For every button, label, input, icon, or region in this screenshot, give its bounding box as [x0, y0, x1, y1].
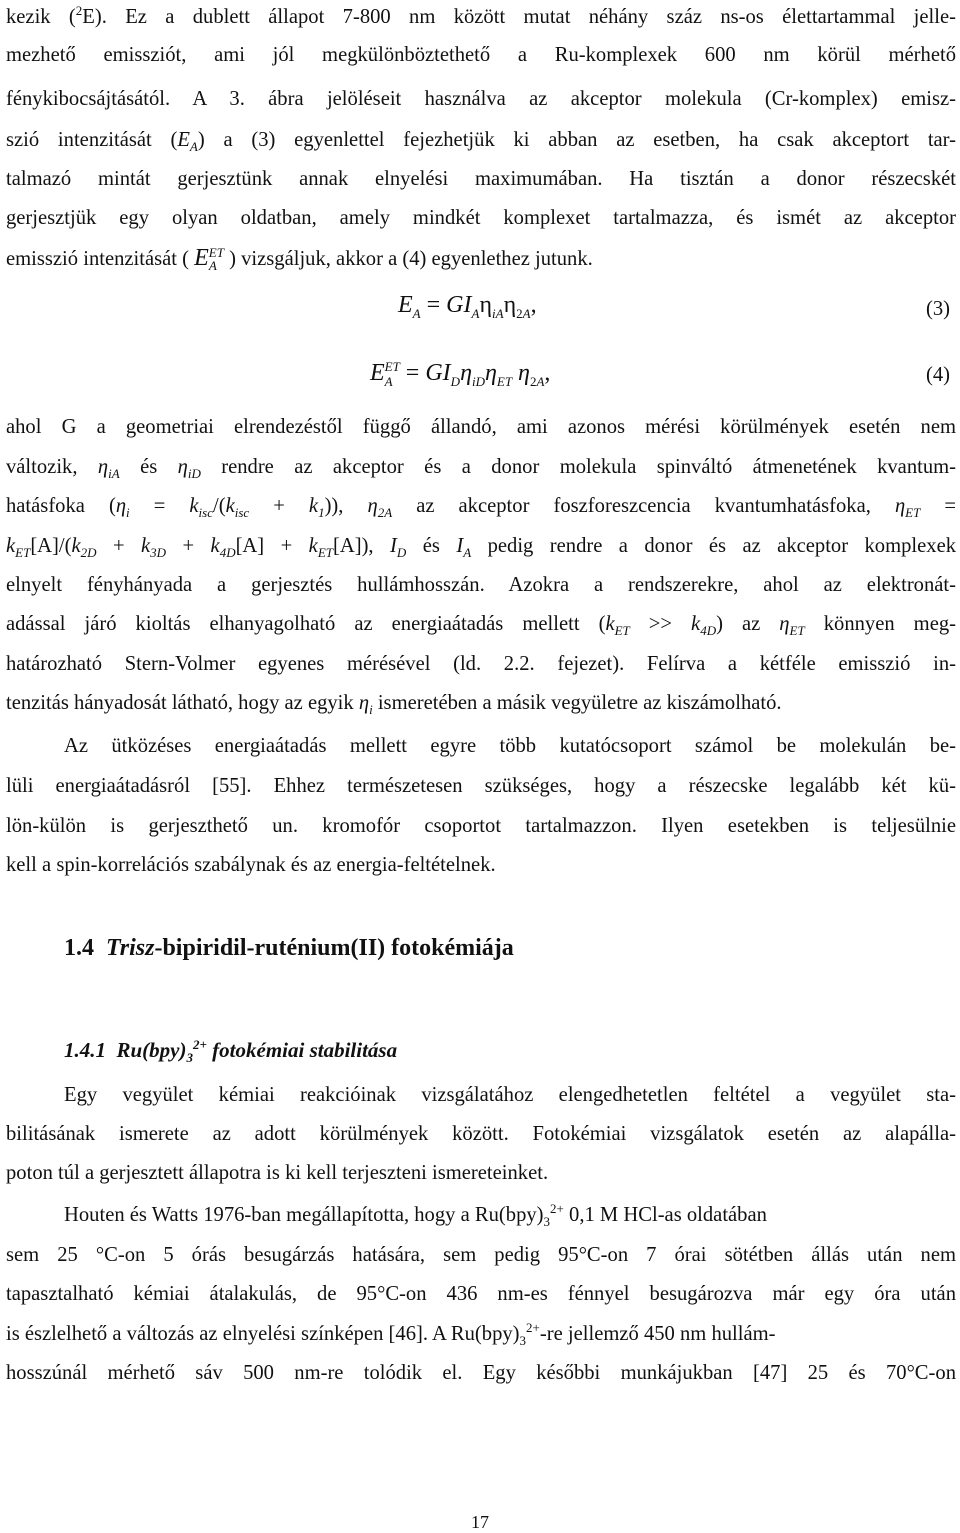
paragraph-line: kezik ($^2$E). Ez a dublett állapot 7-800 nm között mutat néhány száz ns-os élettartammal jelle- [6, 3, 956, 28]
paragraph-line: hatásfoka $(\eta_i = k_{isc}/(k_{isc} + k_1))$, $\eta_{2A}$ az akceptor foszforeszcencia kvantumhatásfoka, $\eta_{ET}$ = [6, 495, 956, 521]
paragraph-line: fénykibocsájtásától. A 3. ábra jelöléseit használva az akceptor molekula (Cr-komplex) emisz- [6, 88, 956, 110]
paragraph-line: gerjesztjük egy olyan oldatban, amely mindkét komplexet tartalmazza, és ismét az akceptor [6, 207, 956, 229]
paragraph-line: hosszúnál mérhető sáv 500 nm-re tolódik el. Egy későbbi munkájukban [47] 25 és 70°C-on [6, 1362, 956, 1384]
paragraph-line: $k_{ET}[A]/(k_{2D} + k_{3D} + k_{4D}[A] + k_{ET}[A])$, $I_D$ és $I_A$ pedig rendre a donor és az akceptor komplexek [6, 535, 957, 561]
paragraph-line: határozható Stern-Volmer egyenes mérésével (ld. 2.2. fejezet). Felírva a kétféle emisszió in- [6, 653, 956, 675]
paragraph-line: tenzitás hányadosát látható, hogy az egyik $\eta_i$ ismeretében a másik vegyületre az kiszámolható. [6, 692, 782, 718]
paragraph-line: is észlelhető a változás az elnyelési színképen [46]. A $Ru(bpy)_3^{2+}-re$ jellemző 450 nm hullám- [6, 1320, 776, 1349]
section-heading [64, 935, 514, 962]
subsection-heading [64, 1037, 398, 1066]
paragraph-line: Houten és Watts 1976-ban megállapította, hogy a $Ru(bpy)_3^{2+}$ 0,1 M HCl-as oldatában [64, 1201, 767, 1230]
paragraph-line: bilitásának ismerete az adott körülmények között. Fotokémiai vizsgálatok esetén az alapálla- [6, 1123, 956, 1145]
paragraph-line: poton túl a gerjesztett állapotra is ki kell terjeszteni ismereteinket. [6, 1162, 549, 1184]
subsection-subscript: 3 [186, 1050, 193, 1066]
paragraph-line: kell a spin-korrelációs szabálynak és az energia-feltételnek. [6, 854, 496, 876]
equation-4-number: (4) [925, 364, 950, 386]
subsection-title-b: fotokémiai stabilitása [206, 1038, 398, 1062]
subsection-superscript: 2+ [193, 1037, 207, 1052]
section-title-italic: Trisz [106, 935, 155, 961]
paragraph-line: adással járó kioltás elhanyagolható az energiaátadás mellett $(k_{ET} >> k_{4D})$ az $\eta_{ET}$ könnyen meg- [6, 613, 956, 639]
paragraph-line: ahol G a geometriai elrendezéstől függő állandó, ami azonos mérési körülmények esetén nem [6, 416, 956, 438]
subsection-number: 1.4.1 [64, 1038, 106, 1062]
paragraph-line: Az ütközéses energiaátadás mellett egyre több kutatócsoport számol be molekulán be- [64, 735, 956, 757]
paragraph-line: szió intenzitását $(E_A)$ a (3) egyenlettel fejezhetjük ki abban az esetben, ha csak akceptort tar- [6, 129, 956, 155]
paragraph-line: sem 25 °C-on 5 órás besugárzás hatására, sem pedig 95°C-on 7 órai sötétben állás után nem [6, 1244, 956, 1266]
paragraph-line: talmazó mintát gerjesztünk annak elnyelési maximumában. Ha tisztán a donor részecskét [6, 168, 956, 190]
page-number: 17 [471, 1512, 489, 1532]
paragraph-line: változik, $\eta_{iA}$ és $\eta_{iD}$ rendre az akceptor és a donor molekula spinváltó átmenetének kvantum- [6, 456, 957, 482]
equation-3-number: (3) [925, 298, 950, 320]
paragraph-line: tapasztalható kémiai átalakulás, de 95°C-on 436 nm-es fénnyel besugározva már egy óra után [6, 1283, 956, 1305]
paragraph-line: mezhető emissziót, ami jól megkülönböztethető a Ru-komplexek 600 nm körül mérhető [6, 44, 956, 66]
section-title-rest: -bipiridil-ruténium(II) fotokémiája [154, 935, 514, 961]
equation-4: $E_A^{ET} = GI_D\eta_{iD}\eta_{ET}$ $\eta_{2A}$, [370, 359, 551, 389]
equation-3: $E_A = GI_A\eta_{iA}\eta_{2A}$, [398, 292, 537, 321]
paragraph-line: lön-külön is gerjeszthető un. kromofór csoportot tartalmazzon. Ilyen esetekben is teljesülnie [6, 815, 956, 837]
paragraph-line: lüli energiaátadásról [55]. Ehhez természetesen szükséges, hogy a részecske legalább két kü- [6, 775, 956, 797]
paragraph-line: emisszió intenzitását ( $E_A^{ET}$ ) vizsgáljuk, akkor a (4) egyenlethez jutunk. [6, 245, 593, 274]
section-number: 1.4 [64, 935, 94, 961]
paragraph-line: Egy vegyület kémiai reakcióinak vizsgálatához elengedhetetlen feltétel a vegyület sta- [64, 1084, 956, 1106]
paragraph-line: elnyelt fényhányada a gerjesztés hullámhosszán. Azokra a rendszerekre, ahol az elektronát- [6, 574, 956, 596]
subsection-title-a: Ru(bpy) [116, 1038, 187, 1062]
